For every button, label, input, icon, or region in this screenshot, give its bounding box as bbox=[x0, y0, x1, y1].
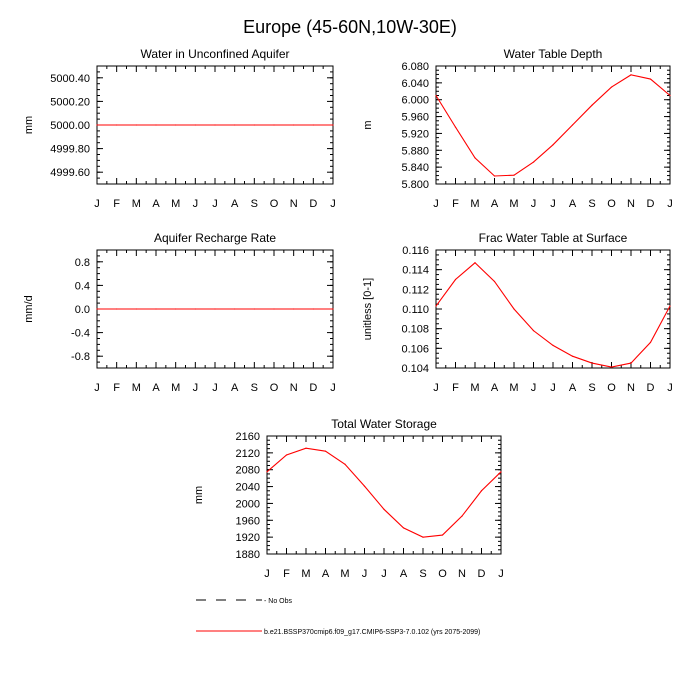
y-tick-label: 2160 bbox=[235, 431, 260, 443]
x-tick-label: M bbox=[470, 198, 480, 210]
data-point bbox=[455, 279, 456, 280]
panel-title: Aquifer Recharge Rate bbox=[153, 231, 277, 245]
legend-obs-label: - No Obs bbox=[264, 598, 293, 605]
data-point bbox=[332, 308, 333, 309]
data-point bbox=[286, 454, 287, 455]
data-point bbox=[116, 124, 117, 125]
x-tick-label: O bbox=[607, 198, 616, 210]
data-point bbox=[552, 345, 553, 346]
data-point bbox=[533, 330, 534, 331]
panel-title: Water Table Depth bbox=[503, 47, 603, 61]
data-point bbox=[455, 127, 456, 128]
data-point bbox=[383, 509, 384, 510]
x-tick-label: A bbox=[490, 198, 499, 210]
x-tick-label: M bbox=[171, 198, 181, 210]
x-tick-label: S bbox=[250, 382, 259, 394]
data-point bbox=[234, 124, 235, 125]
y-tick-label: 6.000 bbox=[401, 94, 429, 107]
data-point bbox=[481, 490, 482, 491]
data-point bbox=[650, 342, 651, 343]
x-tick-label: O bbox=[269, 198, 279, 210]
x-tick-label: D bbox=[309, 382, 318, 394]
panel-title: Water in Unconfined Aquifer bbox=[140, 47, 290, 61]
data-point bbox=[214, 124, 215, 125]
y-axis-label: mm bbox=[193, 485, 205, 505]
y-tick-label: 5.880 bbox=[401, 145, 429, 158]
x-tick-label: M bbox=[301, 568, 311, 580]
x-tick-label: N bbox=[627, 382, 635, 394]
data-point bbox=[175, 308, 176, 309]
data-point bbox=[273, 124, 274, 125]
data-point bbox=[116, 308, 117, 309]
data-point bbox=[435, 95, 436, 96]
x-tick-label: O bbox=[607, 382, 616, 394]
y-tick-label: 5.960 bbox=[401, 111, 429, 124]
data-point bbox=[611, 366, 612, 367]
data-point bbox=[474, 262, 475, 263]
data-point bbox=[266, 471, 267, 472]
legend-model-entry bbox=[196, 629, 480, 636]
x-tick-label: F bbox=[283, 568, 290, 580]
x-tick-label: J bbox=[550, 382, 556, 394]
series-line-frac-water-table-at-surface bbox=[436, 263, 670, 367]
plot-frame bbox=[436, 66, 670, 184]
data-point bbox=[96, 308, 97, 309]
data-point bbox=[630, 362, 631, 363]
data-point bbox=[155, 308, 156, 309]
data-point bbox=[195, 124, 196, 125]
y-tick-label: 5000.40 bbox=[50, 72, 90, 85]
x-tick-label: O bbox=[438, 568, 447, 580]
data-point bbox=[96, 124, 97, 125]
x-tick-label: J bbox=[94, 198, 100, 210]
y-tick-label: 5000.00 bbox=[50, 120, 90, 132]
data-point bbox=[513, 308, 514, 309]
panel-water-table-depth bbox=[362, 47, 673, 210]
x-tick-label: J bbox=[192, 382, 199, 394]
data-point bbox=[136, 124, 137, 125]
y-tick-label: 0.4 bbox=[74, 280, 90, 293]
x-tick-label: F bbox=[452, 198, 459, 210]
y-tick-label: 2080 bbox=[235, 464, 260, 477]
x-tick-label: N bbox=[289, 382, 298, 394]
y-tick-label: 0.116 bbox=[402, 245, 429, 257]
y-tick-label: 5000.20 bbox=[50, 96, 90, 109]
y-tick-label: 1960 bbox=[235, 515, 260, 528]
x-tick-label: J bbox=[264, 568, 270, 580]
data-point bbox=[435, 305, 436, 306]
x-tick-label: A bbox=[399, 568, 408, 580]
x-tick-label: S bbox=[250, 198, 259, 210]
x-tick-label: D bbox=[646, 198, 655, 210]
y-tick-label: -0.4 bbox=[71, 327, 90, 340]
data-point bbox=[195, 308, 196, 309]
data-point bbox=[650, 78, 651, 79]
y-tick-label: 6.080 bbox=[401, 61, 429, 73]
data-point bbox=[234, 308, 235, 309]
y-tick-label: 4999.80 bbox=[50, 143, 90, 156]
data-point bbox=[403, 527, 404, 528]
x-tick-label: F bbox=[452, 382, 459, 394]
data-point bbox=[155, 124, 156, 125]
data-point bbox=[611, 86, 612, 87]
data-point bbox=[325, 451, 326, 452]
y-tick-label: 2120 bbox=[235, 447, 260, 460]
y-tick-label: 0.104 bbox=[401, 363, 429, 375]
x-tick-label: D bbox=[477, 568, 486, 580]
y-axis-label: mm/d bbox=[23, 295, 35, 323]
y-tick-label: 4999.60 bbox=[50, 167, 90, 180]
data-point bbox=[273, 308, 274, 309]
panel-frac-water-table-at-surface bbox=[362, 231, 673, 394]
data-point bbox=[305, 448, 306, 449]
x-tick-label: J bbox=[667, 198, 673, 210]
x-tick-label: J bbox=[381, 568, 387, 580]
y-tick-label: 1880 bbox=[235, 549, 260, 561]
x-tick-label: N bbox=[458, 568, 466, 580]
x-tick-label: O bbox=[269, 382, 279, 394]
y-tick-label: 2000 bbox=[235, 498, 260, 511]
data-point bbox=[572, 124, 573, 125]
data-point bbox=[293, 308, 294, 309]
x-tick-label: J bbox=[498, 568, 504, 580]
y-axis-label: unitless [0-1] bbox=[362, 277, 374, 341]
x-tick-label: J bbox=[361, 568, 368, 580]
data-point bbox=[533, 161, 534, 162]
data-point bbox=[461, 515, 462, 516]
data-point bbox=[293, 124, 294, 125]
data-point bbox=[591, 105, 592, 106]
data-point bbox=[500, 471, 501, 472]
y-axis-label: m bbox=[362, 120, 374, 130]
y-tick-label: 5.800 bbox=[401, 179, 429, 191]
x-tick-label: J bbox=[433, 198, 439, 210]
y-tick-label: 0.106 bbox=[401, 343, 429, 356]
data-point bbox=[254, 308, 255, 309]
data-point bbox=[422, 537, 423, 538]
data-point bbox=[254, 124, 255, 125]
y-tick-label: 0.114 bbox=[402, 264, 429, 277]
x-tick-label: J bbox=[530, 198, 537, 210]
x-tick-label: F bbox=[113, 198, 121, 210]
data-point bbox=[332, 124, 333, 125]
y-tick-label: 0.8 bbox=[74, 256, 90, 269]
y-tick-label: 6.040 bbox=[401, 77, 429, 90]
legend-obs-entry bbox=[196, 598, 293, 605]
data-point bbox=[552, 144, 553, 145]
legend-model-label: b.e21.BSSP370cmip6.f09_g17.CMIP6-SSP3-7.0.102 (yrs 2075-2099) bbox=[264, 629, 481, 636]
x-tick-label: J bbox=[192, 198, 199, 210]
x-tick-label: N bbox=[289, 198, 298, 210]
x-tick-label: A bbox=[152, 382, 160, 394]
y-tick-label: -0.8 bbox=[71, 351, 90, 364]
x-tick-label: M bbox=[171, 382, 181, 394]
data-point bbox=[669, 305, 670, 306]
panel-title: Frac Water Table at Surface bbox=[478, 231, 628, 245]
y-tick-label: 1920 bbox=[235, 532, 260, 545]
y-tick-label: 0.0 bbox=[74, 304, 90, 316]
panel-aquifer-recharge-rate bbox=[23, 231, 336, 394]
x-tick-label: J bbox=[667, 382, 673, 394]
data-point bbox=[214, 308, 215, 309]
data-point bbox=[591, 362, 592, 363]
series-line-water-table-depth bbox=[436, 75, 670, 176]
series-line-total-water-storage bbox=[267, 448, 501, 537]
x-tick-label: S bbox=[588, 382, 596, 394]
legend-obs-text: No Obs bbox=[268, 598, 293, 605]
y-tick-label: 0.110 bbox=[402, 304, 429, 316]
y-tick-label: 0.108 bbox=[401, 323, 429, 336]
figure-title: Europe (45-60N,10W-30E) bbox=[243, 17, 457, 37]
x-tick-label: D bbox=[309, 198, 318, 210]
y-axis-label: mm bbox=[23, 115, 35, 135]
x-tick-label: M bbox=[131, 382, 141, 394]
y-tick-label: 5.920 bbox=[401, 128, 429, 141]
panel-total-water-storage bbox=[193, 417, 504, 580]
x-tick-label: A bbox=[152, 198, 160, 210]
x-tick-label: N bbox=[627, 198, 635, 210]
data-point bbox=[175, 124, 176, 125]
x-tick-label: J bbox=[212, 382, 218, 394]
x-tick-label: D bbox=[646, 382, 655, 394]
data-point bbox=[313, 308, 314, 309]
x-tick-label: A bbox=[230, 382, 239, 394]
x-tick-label: J bbox=[212, 198, 218, 210]
data-point bbox=[344, 464, 345, 465]
data-point bbox=[572, 356, 573, 357]
y-tick-label: 0.112 bbox=[402, 284, 429, 297]
x-tick-label: J bbox=[530, 382, 537, 394]
x-tick-label: J bbox=[330, 198, 336, 210]
x-tick-label: M bbox=[340, 568, 350, 580]
x-tick-label: J bbox=[550, 198, 556, 210]
data-point bbox=[442, 534, 443, 535]
y-tick-label: 5.840 bbox=[401, 162, 429, 175]
x-tick-label: S bbox=[419, 568, 427, 580]
data-point bbox=[313, 124, 314, 125]
data-point bbox=[513, 175, 514, 176]
x-tick-label: F bbox=[113, 382, 121, 394]
y-tick-label: 2040 bbox=[235, 481, 260, 494]
data-point bbox=[669, 95, 670, 96]
plot-frame bbox=[267, 436, 501, 554]
data-point bbox=[494, 281, 495, 282]
x-tick-label: M bbox=[131, 198, 141, 210]
x-tick-label: M bbox=[509, 382, 519, 394]
x-tick-label: M bbox=[509, 198, 519, 210]
panel-water-in-unconfined-aquifer bbox=[23, 47, 336, 210]
x-tick-label: A bbox=[230, 198, 239, 210]
x-tick-label: A bbox=[568, 382, 577, 394]
x-tick-label: A bbox=[321, 568, 330, 580]
x-tick-label: J bbox=[330, 382, 336, 394]
x-tick-label: M bbox=[470, 382, 480, 394]
data-point bbox=[630, 74, 631, 75]
panel-title: Total Water Storage bbox=[331, 417, 437, 431]
x-tick-label: S bbox=[588, 198, 596, 210]
plot-frame bbox=[436, 250, 670, 368]
data-point bbox=[494, 175, 495, 176]
x-tick-label: J bbox=[433, 382, 439, 394]
data-point bbox=[364, 486, 365, 487]
legend bbox=[196, 598, 480, 636]
data-point bbox=[136, 308, 137, 309]
x-tick-label: J bbox=[94, 382, 100, 394]
data-point bbox=[474, 157, 475, 158]
x-tick-label: A bbox=[490, 382, 499, 394]
x-tick-label: A bbox=[568, 198, 577, 210]
